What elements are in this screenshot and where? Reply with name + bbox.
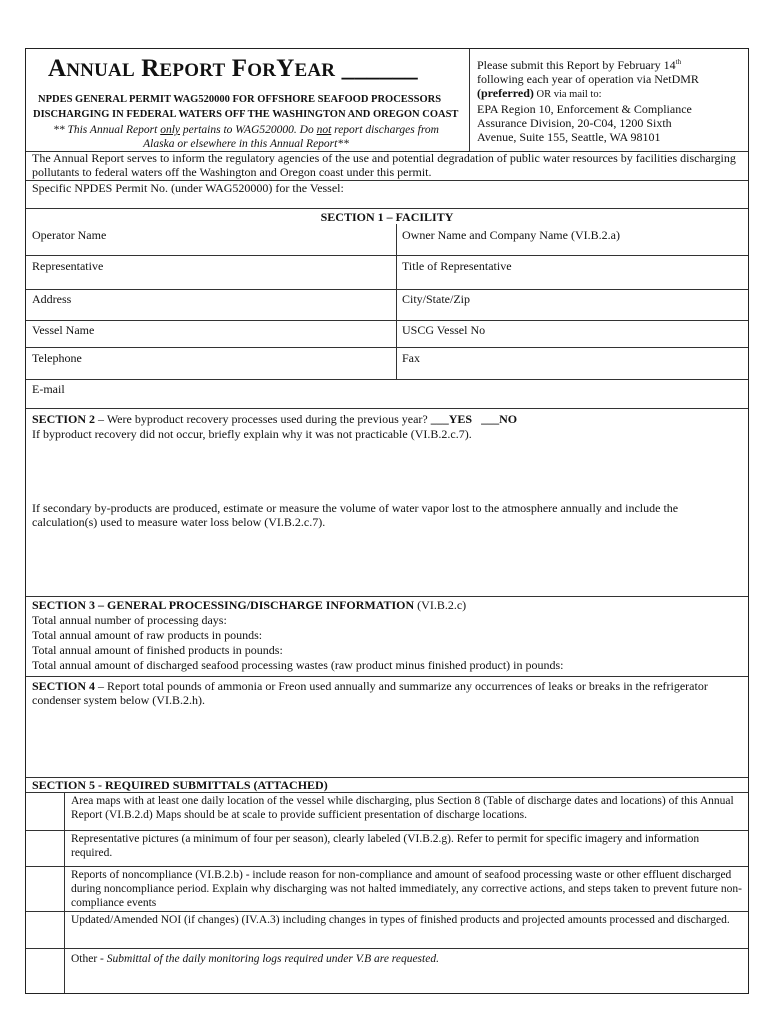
divider xyxy=(26,347,748,348)
checkbox-column-divider xyxy=(64,792,65,993)
divider xyxy=(26,830,748,831)
divider xyxy=(26,289,748,290)
header-divider xyxy=(469,49,470,151)
purpose-text: The Annual Report serves to inform the regulatory agencies of the use and potential degradation of public water resources by facilities discharging pollutants to federal waters off the Washington and Oregon coast under this permit. xyxy=(32,151,736,179)
divider xyxy=(26,911,748,912)
divider xyxy=(26,596,748,597)
fax-field[interactable]: Fax xyxy=(402,351,420,365)
year-blank[interactable]: ______ xyxy=(341,55,418,82)
city-state-zip-field[interactable]: City/State/Zip xyxy=(402,292,470,306)
uscg-vessel-no-field[interactable]: USCG Vessel No xyxy=(402,323,486,337)
section2-question: SECTION 2 – Were byproduct recovery processes used during the previous year? ___YES ___NO xyxy=(32,412,518,426)
telephone-field[interactable]: Telephone xyxy=(32,351,82,365)
finished-products-field[interactable]: Total annual amount of finished products in pounds: xyxy=(32,643,283,657)
submittal-item: Reports of noncompliance (VI.B.2.b) - include reason for non-compliance and amount of seafood processing waste or other effluent discharged during noncompliance period. Explain why discharging was not halted immediately, any corrective actions, and steps taken to prevent future non-compliance events xyxy=(71,869,742,909)
vessel-name-field[interactable]: Vessel Name xyxy=(32,323,95,337)
divider xyxy=(26,379,748,380)
permit-number-field[interactable]: Specific NPDES Permit No. (under WAG520000) for the Vessel: xyxy=(32,181,344,195)
submit-instructions: Please submit this Report by February 14th following each year of operation via NetDMR (preferred) OR via mail to: EPA Region 10, Enforcement & Compliance Assurance Division, 20-C04, 1200 Sixth Avenue, Suite 155, Seattle, WA 98101 xyxy=(477,58,699,144)
annual-report-form xyxy=(25,48,749,994)
submittal-item: Area maps with at least one daily location of the vessel while discharging, plus Section 8 (Table of discharge dates and locations) of this Annual Report (VI.B.2.d) Maps should be at scale to provide sufficient presentation of discharge locations. xyxy=(71,795,734,821)
section5-heading: SECTION 5 - REQUIRED SUBMITTALS (ATTACHED) xyxy=(32,778,328,792)
scope-note: ** This Annual Report only pertains to WAG520000. Do not report discharges from Alaska or elsewhere in this Annual Report** xyxy=(53,124,439,150)
yes-option[interactable]: ___YES xyxy=(430,412,473,426)
divider xyxy=(26,948,748,949)
item3-checkbox[interactable] xyxy=(26,867,64,912)
divider xyxy=(26,255,748,256)
section4-text: SECTION 4 – Report total pounds of ammonia or Freon used annually and summarize any occurrences of leaks or breaks in the refrigerator condenser system below (VI.B.2.h). xyxy=(32,679,708,707)
permit-subtitle-line2: DISCHARGING IN FEDERAL WATERS OFF THE WASHINGTON AND OREGON COAST xyxy=(33,109,459,120)
representative-field[interactable]: Representative xyxy=(32,259,104,273)
section1-column-divider xyxy=(396,224,397,379)
discharged-wastes-field[interactable]: Total annual amount of discharged seafood processing wastes (raw product minus finished product) in pounds: xyxy=(32,658,564,672)
permit-subtitle-line1: NPDES GENERAL PERMIT WAG520000 FOR OFFSHORE SEAFOOD PROCESSORS xyxy=(38,94,442,105)
email-field[interactable]: E-mail xyxy=(32,382,65,396)
operator-name-field[interactable]: Operator Name xyxy=(32,228,107,242)
processing-days-field[interactable]: Total annual number of processing days: xyxy=(32,613,227,627)
divider xyxy=(26,408,748,409)
item1-checkbox[interactable] xyxy=(26,793,64,831)
item2-checkbox[interactable] xyxy=(26,831,64,868)
divider xyxy=(26,676,748,677)
raw-products-field[interactable]: Total annual amount of raw products in pounds: xyxy=(32,628,263,642)
divider xyxy=(26,208,748,209)
section1-heading: SECTION 1 – FACILITY xyxy=(320,210,454,224)
divider xyxy=(26,792,748,793)
submittal-item: Updated/Amended NOI (if changes) (IV.A.3) including changes in types of finished products and projected amounts processed and discharged. xyxy=(71,914,730,926)
divider xyxy=(26,866,748,867)
submittal-item: Representative pictures (a minimum of four per season), clearly labeled (VI.B.2.g). Refer to permit for specific imagery and information required. xyxy=(71,833,700,859)
section3-heading: SECTION 3 – GENERAL PROCESSING/DISCHARGE INFORMATION (VI.B.2.c) xyxy=(32,598,467,612)
submittal-item-other: Other - Submittal of the daily monitoring logs required under V.B are requested. xyxy=(71,953,439,965)
item5-checkbox[interactable] xyxy=(26,949,64,993)
section2-secondary: If secondary by-products are produced, estimate or measure the volume of water vapor lost to the atmosphere annually and include the calculation(s) used to measure water loss below (VI.B.2.c.7). xyxy=(32,501,679,529)
title-of-representative-field[interactable]: Title of Representative xyxy=(402,259,512,273)
report-title: ANNUAL REPORT FORYEAR ______ xyxy=(48,55,418,82)
item4-checkbox[interactable] xyxy=(26,912,64,949)
no-option[interactable]: ___NO xyxy=(481,412,518,426)
divider xyxy=(26,320,748,321)
address-field[interactable]: Address xyxy=(32,292,72,306)
section2-explain: If byproduct recovery did not occur, briefly explain why it was not practicable (VI.B.2.c.7). xyxy=(32,427,472,441)
owner-name-field[interactable]: Owner Name and Company Name (VI.B.2.a) xyxy=(402,228,620,242)
